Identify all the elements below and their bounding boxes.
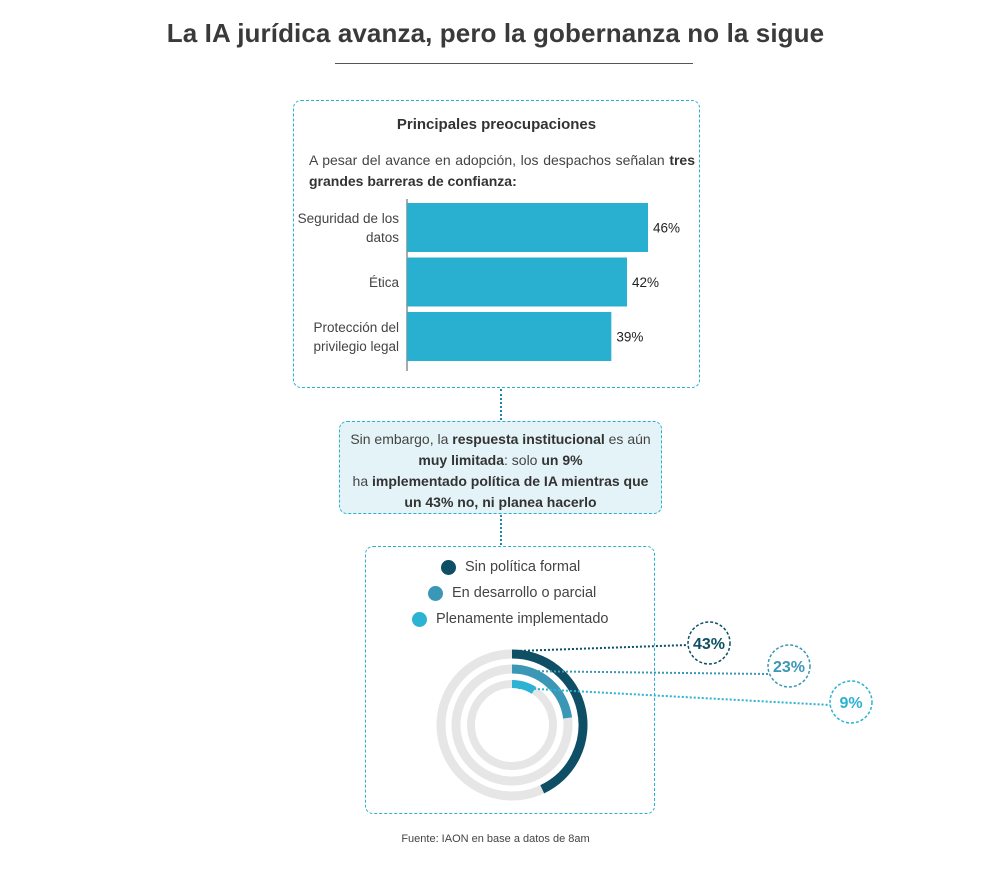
bar-category-label-0-1: datos (365, 230, 399, 245)
callout-line-0 (516, 645, 688, 651)
concerns-intro-bold: tres grandes barreras de confianza: (309, 152, 695, 189)
bar-category-label-2-0: Protección del (313, 320, 399, 335)
radial-track-2 (471, 684, 553, 766)
bar-category-label-0-0: Seguridad de los (297, 211, 399, 226)
page-title: La IA jurídica avanza, pero la gobernanza no la sigue (166, 18, 825, 48)
callout-value-2: 9% (839, 695, 863, 712)
legend-label-0: Sin política formal (465, 559, 581, 575)
source-note: Fuente: IAON en base a datos de 8am (401, 833, 590, 845)
bar-value-label-1: 42% (632, 275, 660, 290)
response-bold-3: un 9% (541, 452, 583, 468)
legend-label-2: Plenamente implementado (436, 611, 609, 627)
callout-value-1: 23% (772, 659, 806, 676)
response-text-3: : solo (504, 452, 542, 468)
response-text-1: Sin embargo, la (350, 431, 453, 447)
response-text-4: ha (352, 473, 373, 489)
response-bold-1: respuesta institucional (452, 431, 605, 447)
response-text-2: es aún (604, 431, 651, 447)
response-bold-4: implementado política de IA mientras que un 43% no, ni planea hacerlo (372, 473, 649, 510)
bar-value-label-0: 46% (653, 220, 681, 236)
callout-value-0: 43% (692, 636, 726, 653)
concerns-intro-plain: A pesar del avance en adopción, los despachos señalan (309, 152, 665, 168)
response-bold-2: muy limitada (418, 452, 504, 468)
bar-value-label-2: 39% (616, 329, 644, 345)
legend-label-1: En desarrollo o parcial (452, 585, 597, 601)
bar-category-label-2-1: privilegio legal (313, 339, 399, 354)
bar-category-label-1-0: Ética (368, 275, 399, 290)
concerns-title: Principales preocupaciones (396, 116, 597, 133)
